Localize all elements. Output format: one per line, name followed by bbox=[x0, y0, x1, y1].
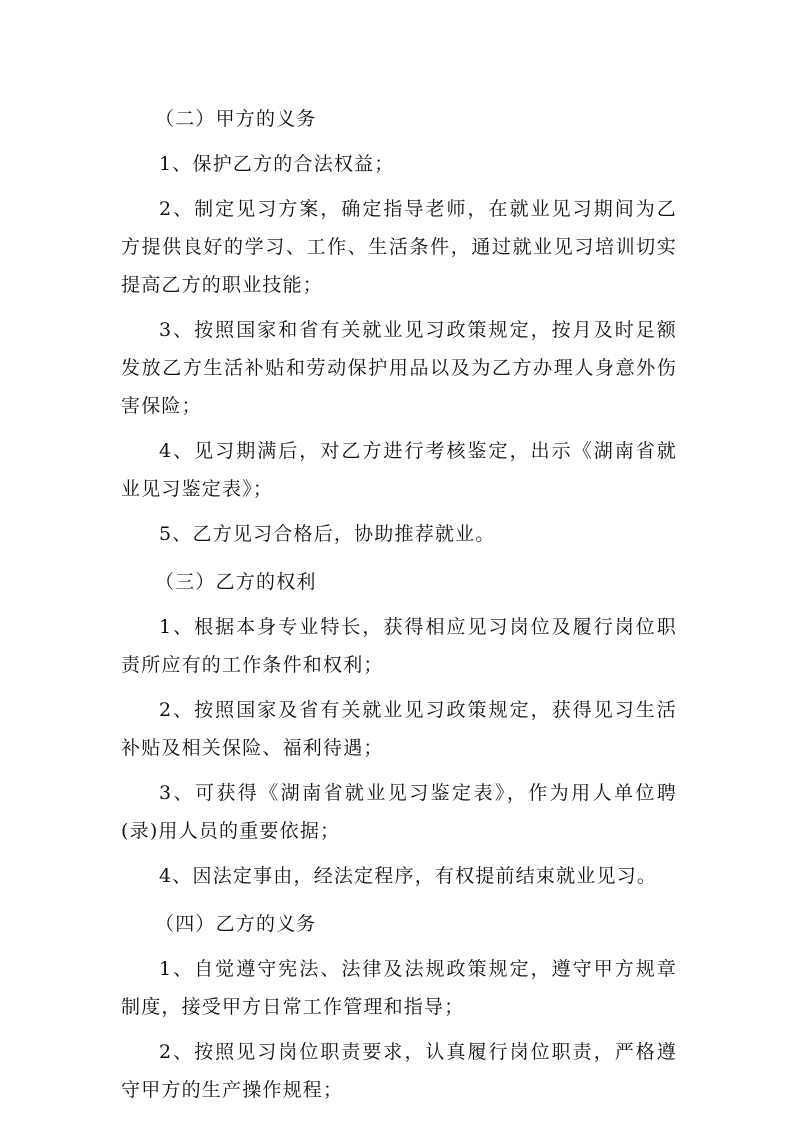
paragraph: 1、根据本身专业特长，获得相应见习岗位及履行岗位职责所应有的工作条件和权利； bbox=[121, 616, 677, 676]
paragraph: 5、乙方见习合格后，协助推荐就业。 bbox=[159, 523, 496, 545]
paragraph: 2、按照国家及省有关就业见习政策规定，获得见习生活补贴及相关保险、福利待遇； bbox=[121, 699, 677, 759]
paragraph: 1、自觉遵守宪法、法律及法规政策规定，遵守甲方规章制度，接受甲方日常工作管理和指导； bbox=[121, 958, 677, 1018]
paragraph: 2、按照见习岗位职责要求，认真履行岗位职责，严格遵守甲方的生产操作规程； bbox=[121, 1041, 677, 1101]
section-heading-party-a-obligations: （二）甲方的义务 bbox=[155, 108, 317, 130]
paragraph: 1、保护乙方的合法权益； bbox=[159, 153, 395, 175]
paragraph: 2、制定见习方案，确定指导老师，在就业见习期间为乙方提供良好的学习、工作、生活条件，通过就业见习培训切实提高乙方的职业技能； bbox=[121, 198, 677, 296]
paragraph: 4、见习期满后，对乙方进行考核鉴定，出示《湖南省就业见习鉴定表》； bbox=[121, 440, 677, 500]
paragraph: 3、可获得《湖南省就业见习鉴定表》，作为用人单位聘(录)用人员的重要依据； bbox=[121, 782, 677, 842]
section-heading-party-b-obligations: （四）乙方的义务 bbox=[155, 913, 317, 935]
section-heading-party-b-rights: （三）乙方的权利 bbox=[155, 571, 317, 593]
paragraph: 3、按照国家和省有关就业见习政策规定，按月及时足额发放乙方生活补贴和劳动保护用品以及为乙方办理人身意外伤害保险； bbox=[121, 319, 677, 417]
paragraph: 4、因法定事由，经法定程序，有权提前结束就业见习。 bbox=[159, 865, 658, 887]
document-body bbox=[121, 100, 677, 1109]
